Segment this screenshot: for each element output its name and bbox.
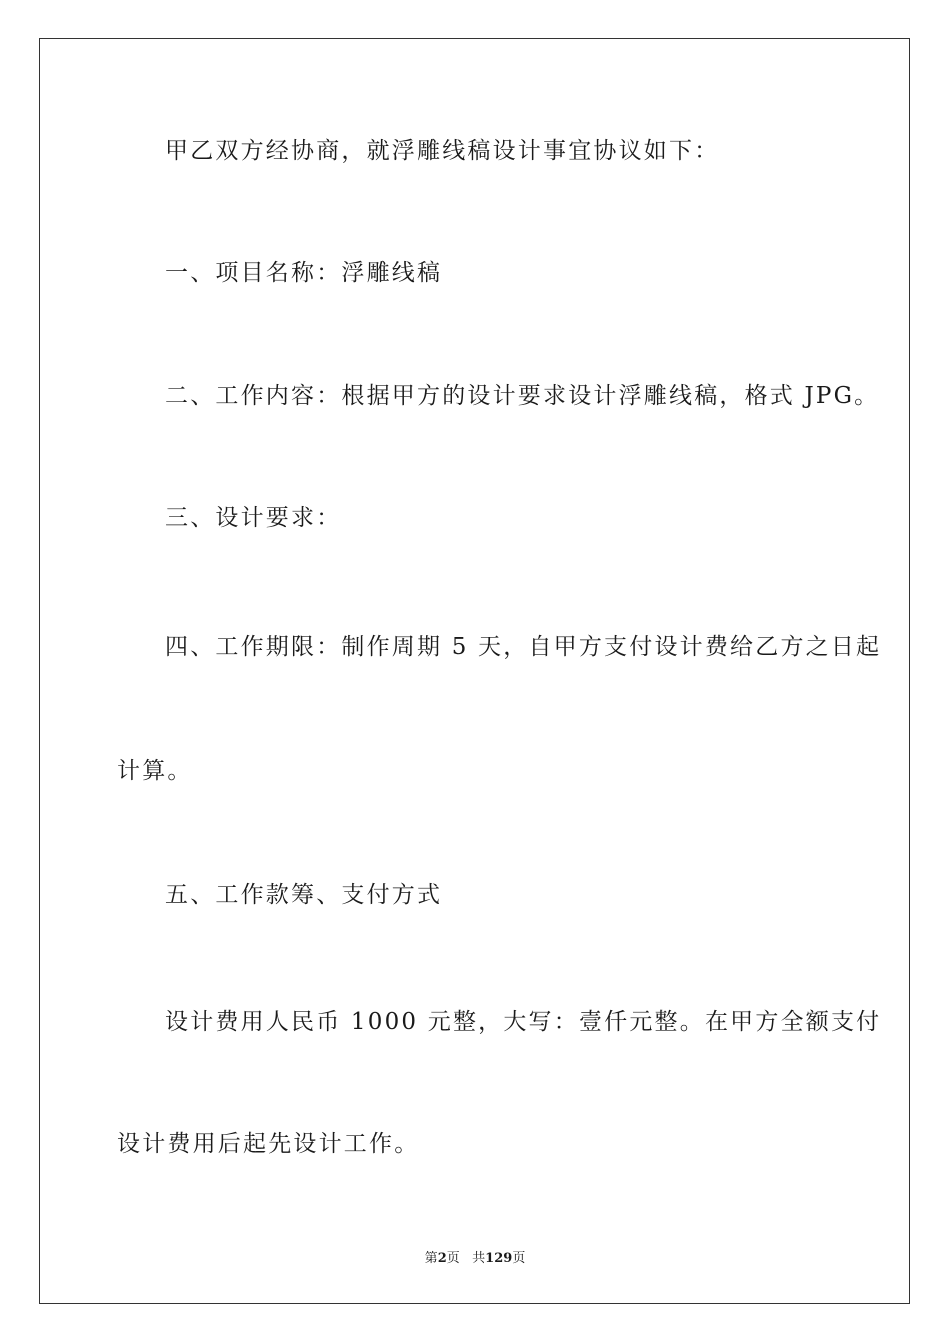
footer-page-number: 2: [437, 1251, 447, 1266]
paragraph-payment-heading: 五、工作款筹、支付方式: [165, 882, 443, 908]
page-footer: [0, 1247, 950, 1266]
paragraph-design-fee: 设计费用人民币 1000 元整，大写：壹仟元整。在甲方全额支付: [165, 1009, 882, 1035]
paragraph-design-fee-continued: 设计费用后起先设计工作。: [117, 1131, 420, 1157]
paragraph-work-period: 四、工作期限：制作周期 5 天，自甲方支付设计费给乙方之日起: [165, 634, 882, 660]
footer-total-pages: 129: [485, 1251, 513, 1266]
footer-total-prefix: 共: [472, 1251, 486, 1266]
footer-page-prefix: 第: [424, 1251, 438, 1266]
paragraph-work-period-continued: 计算。: [117, 758, 193, 784]
paragraph-intro: 甲乙双方经协商，就浮雕线稿设计事宜协议如下：: [165, 138, 720, 164]
page-border: [39, 38, 910, 1304]
paragraph-work-content: 二、工作内容：根据甲方的设计要求设计浮雕线稿，格式 JPG。: [165, 383, 880, 409]
paragraph-design-requirements: 三、设计要求：: [165, 505, 342, 531]
footer-page-suffix: 页: [446, 1251, 460, 1266]
paragraph-project-name: 一、项目名称：浮雕线稿: [165, 260, 443, 286]
footer-total-suffix: 页: [512, 1251, 526, 1266]
